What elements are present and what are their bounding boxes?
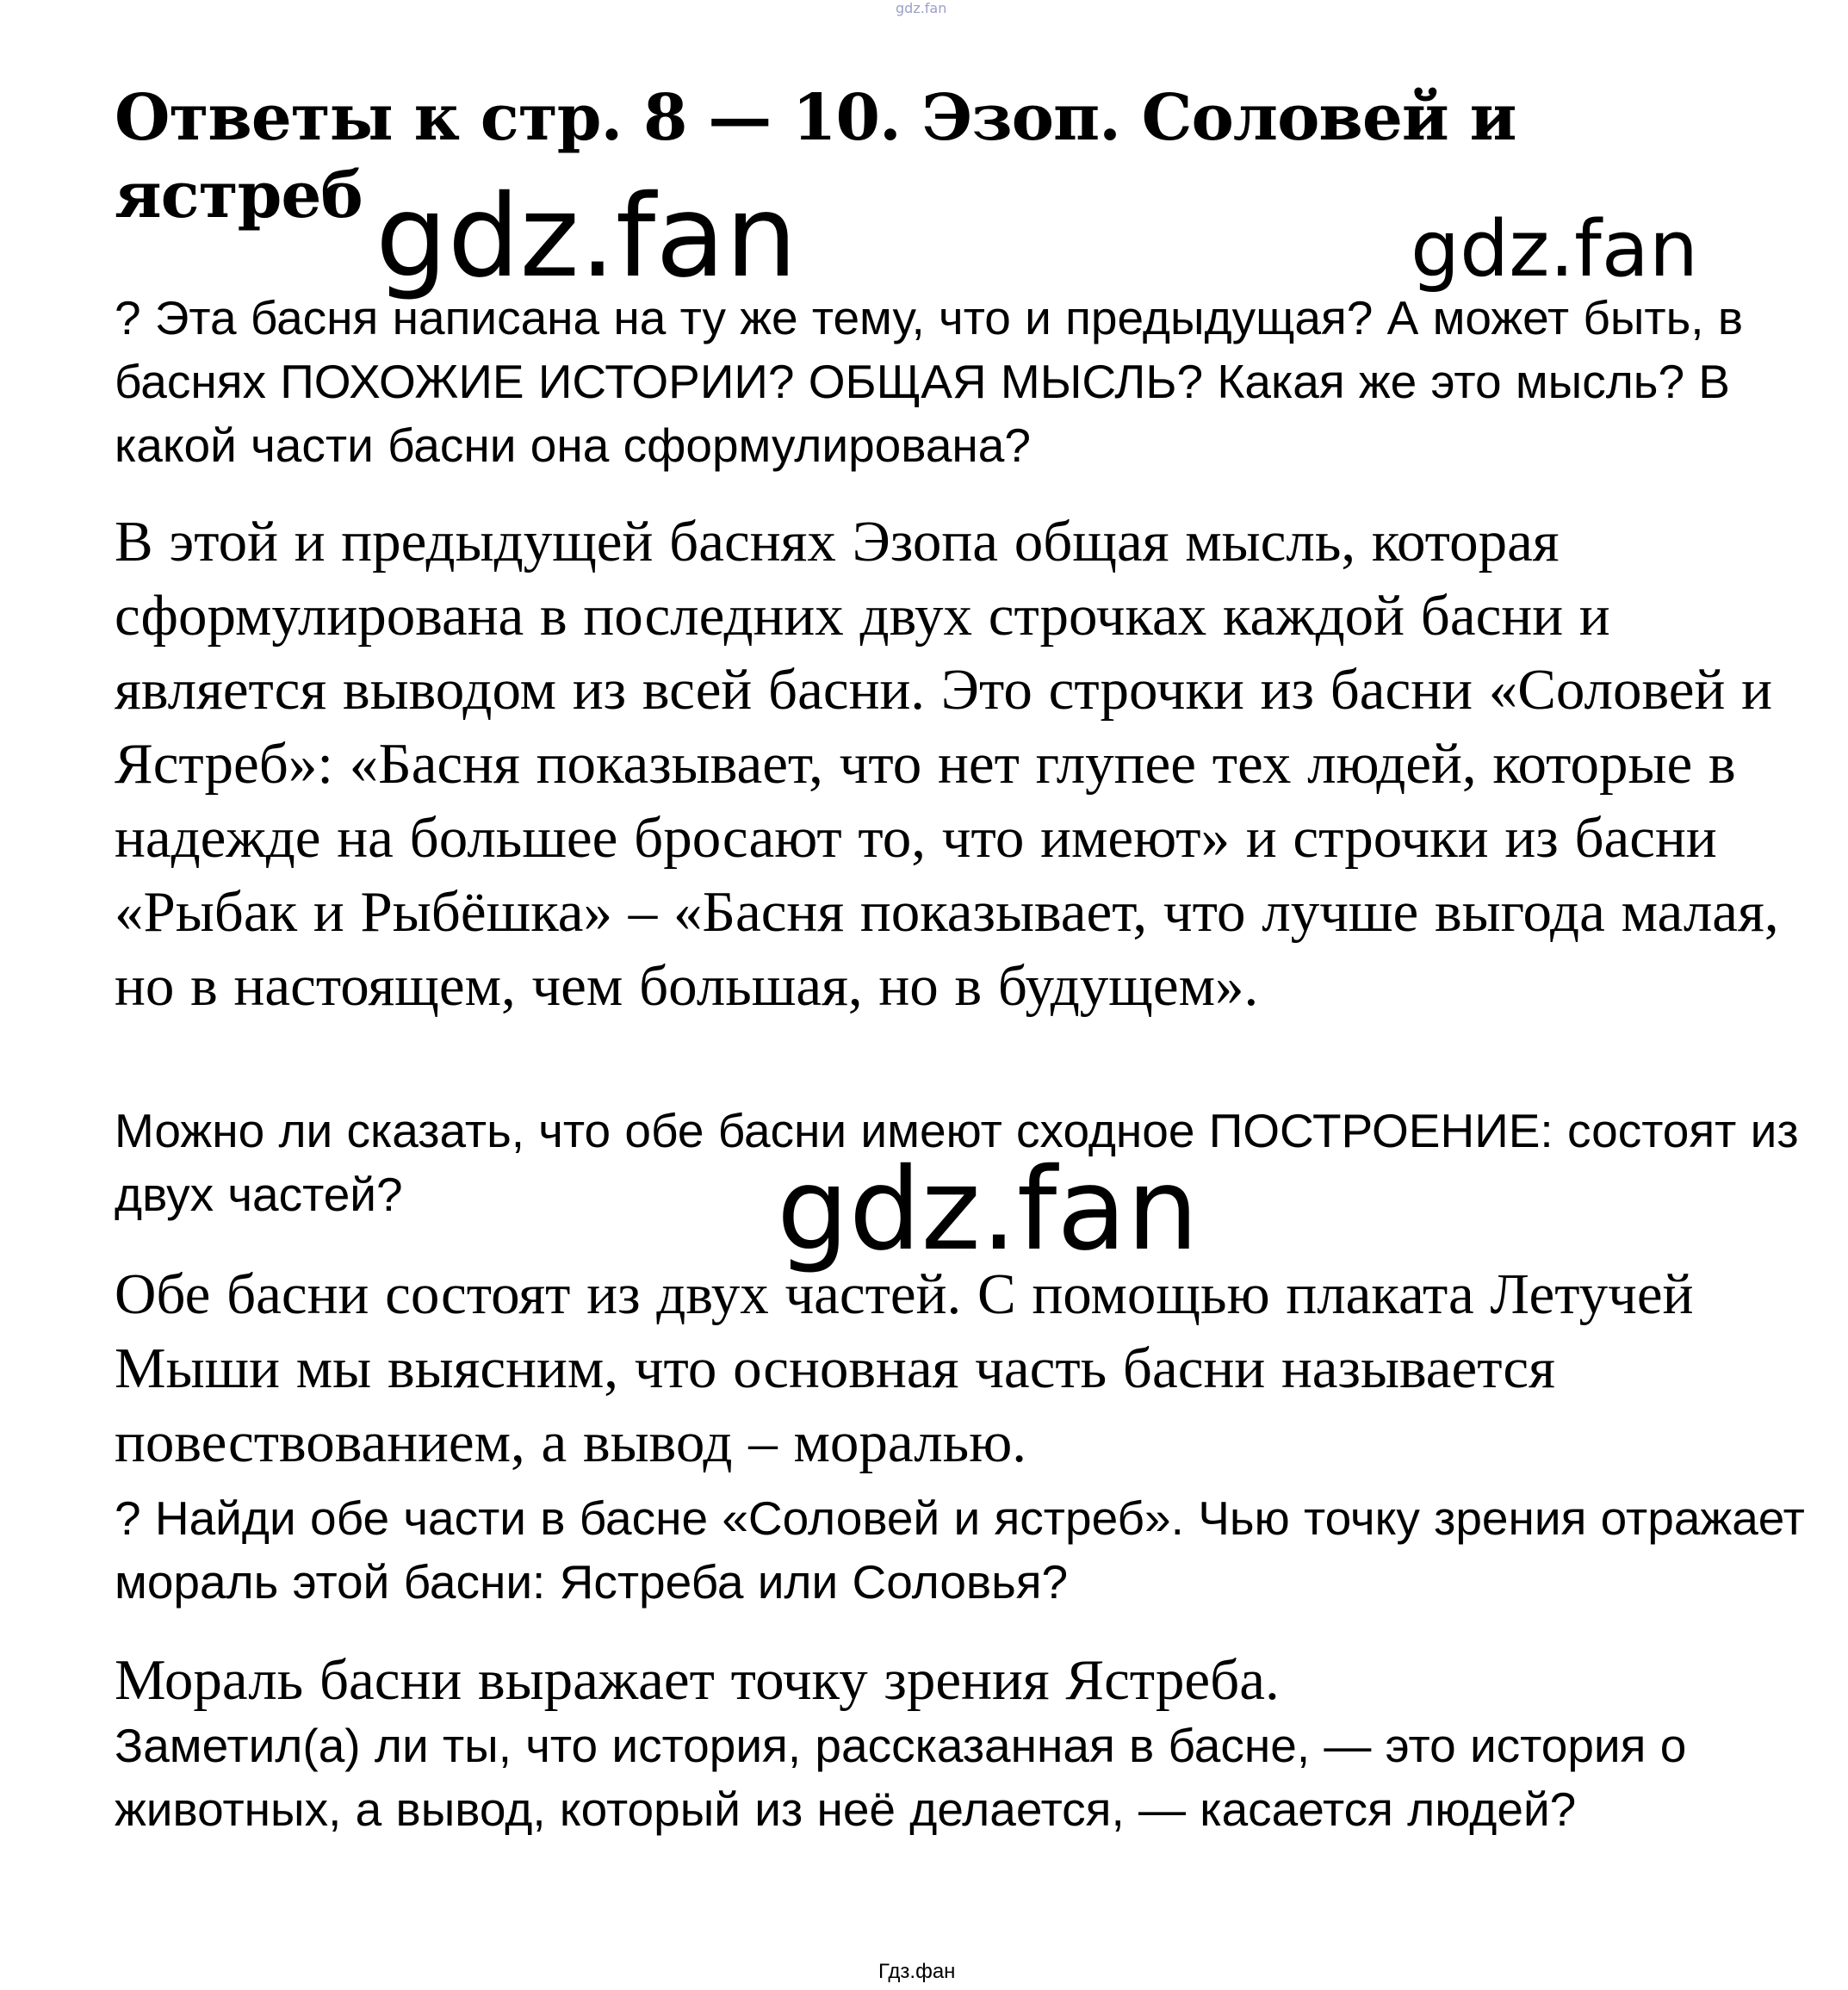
- watermark-middle: gdz.fan: [777, 1144, 1199, 1276]
- footer-watermark: Гдз.фан: [878, 1960, 956, 1983]
- page-title: Ответы к стр. 8 — 10. Эзоп. Соловей и ястреб: [115, 81, 1516, 232]
- answer-2: Обе басни состоят из двух частей. С помощью плаката Летучей Мыши мы выясним, что основная часть басни называется повествованием, а вывод – моралью.: [115, 1262, 1694, 1474]
- question-4: Заметил(а) ли ты, что история, рассказанная в басне, — это история о животных, а вывод, который из неё делается, — касается людей?: [115, 1719, 1687, 1836]
- top-watermark: gdz.fan: [896, 0, 947, 16]
- question-2: Можно ли сказать, что обе басни имеют сходное ПОСТРОЕНИЕ: состоят из двух частей?: [115, 1104, 1799, 1221]
- watermark-right: gdz.fan: [1411, 204, 1698, 294]
- answer-1: В этой и предыдущей баснях Эзопа общая мысль, которая сформулирована в последних двух строчках каждой басни и является выводом из всей басни. Это строчки из басни «Соловей и Ястреб»: «Басня показывает, что нет глупее тех людей, которые в надежде на большее бросают то, что имеют» и строчки из басни «Рыбак и Рыбёшка» – «Басня показывает, что лучше выгода малая, но в настоящем, чем большая, но в будущем».: [115, 510, 1779, 1018]
- question-1: ? Эта басня написана на ту же тему, что и предыдущая? А может быть, в баснях ПОХОЖИЕ ИСТОРИИ? ОБЩАЯ МЫСЛЬ? Какая же это мысль? В какой части басни она сформулирована?: [115, 291, 1744, 472]
- answer-3: Мораль басни выражает точку зрения Ястреба.: [115, 1648, 1280, 1712]
- question-3: ? Найди обе части в басне «Соловей и ястреб». Чью точку зрения отражает мораль этой басни: Ястреба или Соловья?: [115, 1491, 1805, 1609]
- watermark-large: gdz.fan: [375, 170, 797, 303]
